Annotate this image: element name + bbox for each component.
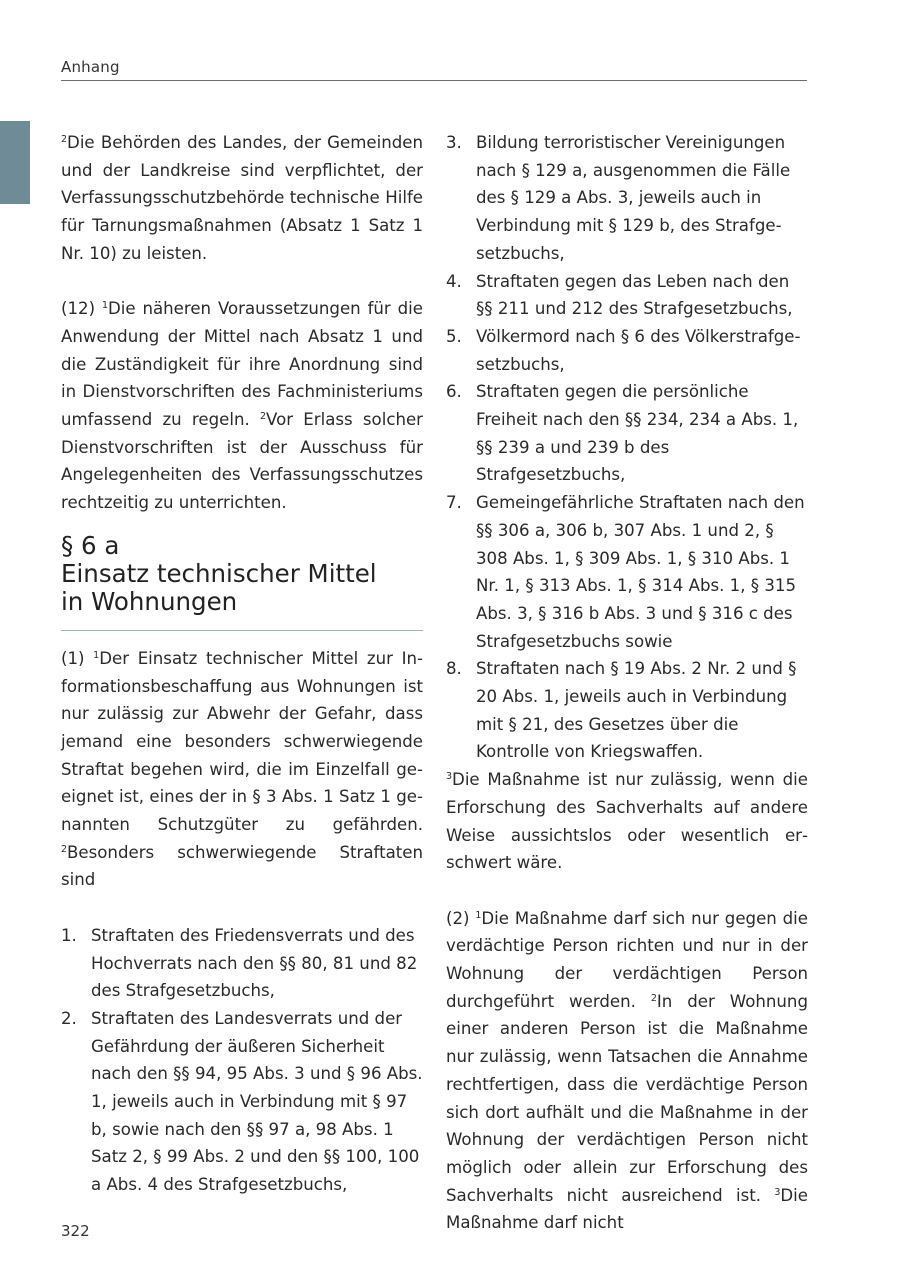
list-item-number: 2. [61,1008,77,1028]
list-item-number: 5. [446,326,462,346]
sentence-number: 3 [446,771,453,783]
list-item [446,268,808,323]
list-item-number: 1. [61,925,77,945]
list-item [446,129,808,268]
paragraph-1-satz-3 [446,766,808,877]
list-item-text: Straftaten des Landesverrats und der Gefährdung der äußeren Sicherheit nach den §§ 94, 95 Abs. 3 und § 96 Abs. 1, jeweils auch in Verbindung mit § 97 b, sowie nach den §§ 97 a, 98 Abs. 1 Satz 2, § 99 Abs. 2 und den §§ 100, 100 a Abs. 4 des Strafgesetzbuchs, [91,1008,423,1195]
list-item-text: Straftaten gegen die persönliche Freiheit nach den §§ 234, 234 a Abs. 1, §§ 239 a und 239 b des Strafgesetzbuchs, [476,382,799,485]
section-title-line-2: in Wohnungen [61,586,238,616]
running-header: Anhang [61,58,120,76]
left-column [61,129,423,1199]
sentence-number: 1 [101,300,108,312]
paragraph-spacer [61,894,423,922]
sentence-number: 1 [93,649,100,661]
paragraph-text: Besonders schwerwiegende Straftaten sind [61,842,423,890]
list-item-text: Straftaten des Friedensverrats und des Hochverrats nach den §§ 80, 81 und 82 des Strafgesetzbuchs, [91,925,418,1001]
list-item-text: Völkermord nach § 6 des Völkerstrafgesetzbuchs, [476,326,801,374]
list-item-text: Bildung terroristischer Vereinigungen nach § 129 a, ausgenommen die Fälle des § 129 a Abs. 3, jeweils auch in Verbindung mit § 129 b, des Strafgesetzbuchs, [476,133,791,263]
list-item-number: 7. [446,493,462,513]
list-item-text: Straftaten gegen das Leben nach den §§ 211 und 212 des Strafgesetzbuchs, [476,271,793,319]
paragraph-text: Die Maßnahme darf nicht [446,1185,808,1233]
paragraph-text: In der Wohnung einer anderen Person ist die Maßnahme nur zulässig, wenn Tatsachen die Annahme rechtfertigen, dass die verdächtige Person sich dort aufhält und die Maßnahme in der Wohnung der verdächtigen Person nicht möglich oder allein zur Erforschung des Sachverhalts nicht ausreichend ist. [446,991,808,1205]
sentence-number: 1 [475,909,482,921]
sentence-number: 2 [61,843,68,855]
offense-list-right [446,129,808,766]
paragraph-text: Die Maßnahme darf sich nur gegen die verdächtige Person richten und nur in der Wohnung der verdächtigen Person durchgeführt werden. [446,908,808,1011]
list-item-text: Gemeingefährliche Straftaten nach den §§ 306 a, 306 b, 307 Abs. 1 und 2, § 308 Abs. 1, § 309 Abs. 1, § 310 Abs. 1 Nr. 1, § 313 Abs. 1, § 314 Abs. 1, § 315 Abs. 3, § 316 b Abs. 3 und § 316 c des Strafgesetzbuchs sowie [476,493,805,651]
header-divider [61,80,807,81]
paragraph-text: Die Maßnahme ist nur zulässig, wenn die Erforschung des Sachverhalts auf andere Weise aussichtslos oder wesentlich erschwert wäre. [446,770,808,873]
list-item-text: Straftaten nach § 19 Abs. 2 Nr. 2 und § 20 Abs. 1, jeweils auch in Verbindung mit § 21, des Gesetzes über die Kontrolle von Kriegswaffen. [476,659,797,762]
paragraph-2 [446,905,808,1237]
list-item [61,1005,423,1199]
section-number: § 6 a [61,530,120,560]
paragraph-text: Die näheren Voraussetzungen für die Anwendung der Mittel nach Absatz 1 und die Zuständigkeit für ihre Anordnung sind in Dienstvorschriften des Fachministeriums umfassend zu regeln. [61,299,423,430]
list-item [446,323,808,378]
list-item [446,489,808,655]
list-item-number: 4. [446,271,462,291]
list-item-number: 8. [446,659,462,679]
paragraph-spacer [61,268,423,296]
sentence-number: 2 [61,134,68,145]
paragraph-text: Vor Erlass solcher Dienstvorschriften ist der Ausschuss für Angelegenheiten des Verfassungsschutzes rechtzeitig zu unterrichten. [61,410,423,513]
paragraph-1 [61,645,423,894]
chapter-tab-marker [0,121,30,204]
list-item [446,378,808,489]
paragraph-number: (12) [61,299,102,319]
paragraph-number: (1) [61,648,94,668]
sentence-number: 2 [259,411,267,423]
paragraph-number: (2) [446,908,476,928]
page-number: 322 [61,1222,90,1240]
paragraph-text: Der Einsatz technischer Mittel zur Informationsbeschaffung aus Wohnungen ist nur zulässig zur Abwehr der Gefahr, dass jemand eine besonders schwerwiegende Straftat begehen wird, die im Einzelfall geeignet ist, eines der in § 3 Abs. 1 Satz 1 genannten Schutzgüter zu gefährden. [61,648,424,835]
sentence-number: 2 [650,992,657,1004]
list-item-number: 3. [446,133,462,152]
section-heading [61,532,423,616]
paragraph-11-satz-2 [61,129,423,268]
list-item [61,922,423,1005]
sentence-number: 3 [774,1186,781,1198]
offense-list-left [61,922,423,1199]
paragraph-spacer [446,877,808,905]
list-item [446,655,808,766]
right-column [446,129,808,1237]
list-item-number: 6. [446,382,462,402]
section-title-line-1: Einsatz technischer Mittel [61,558,377,588]
paragraph-text: Die Behörden des Landes, der Gemeinden und der Landkreise sind verpflichtet, der Verfassungsschutzbehörde technische Hilfe für Tarnungsmaßnahmen (Absatz 1 Satz 1 Nr. 10) zu leisten. [61,133,423,263]
section-divider [61,630,423,631]
paragraph-12 [61,295,423,517]
